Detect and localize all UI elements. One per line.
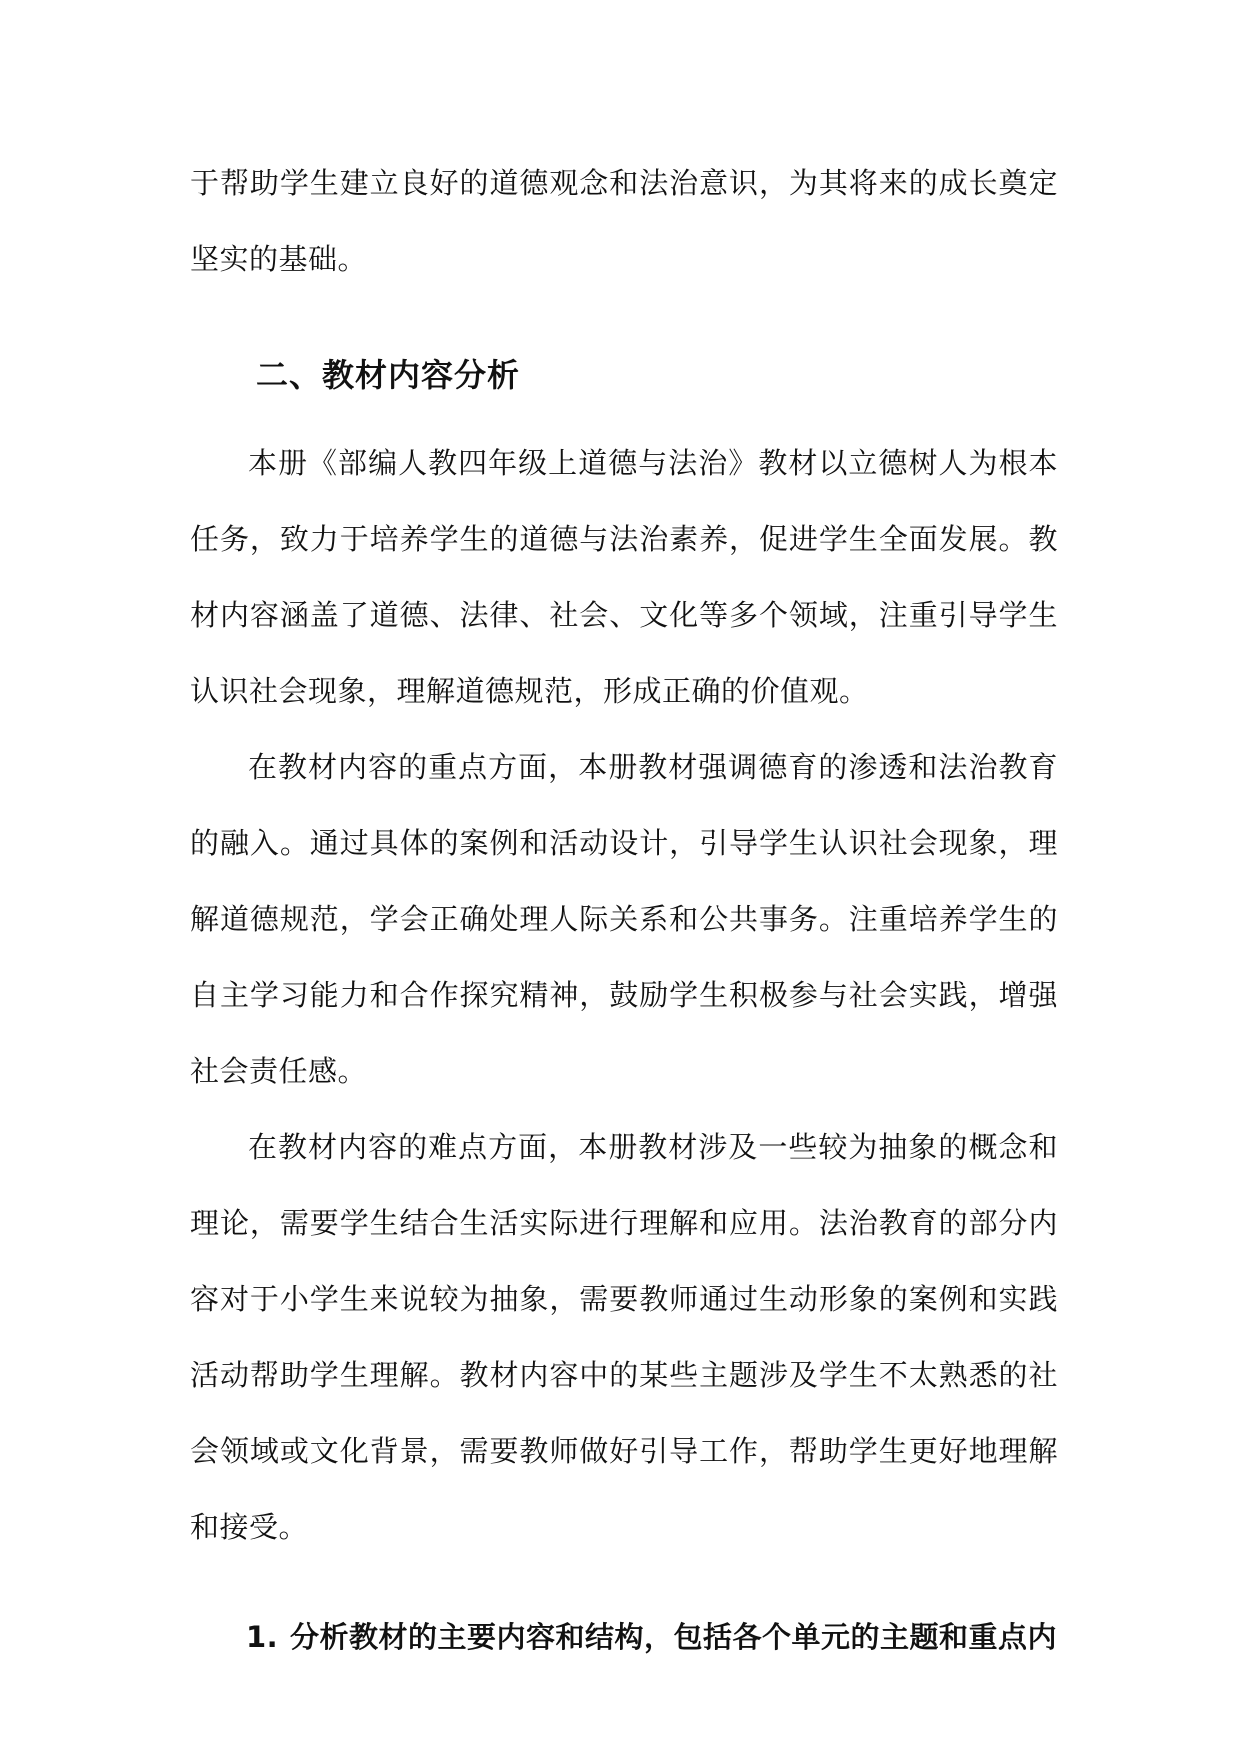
list-item bbox=[190, 1599, 1058, 1675]
document-body bbox=[190, 145, 1058, 1675]
list-item-number: 1. bbox=[246, 1620, 279, 1654]
section-heading: 二、教材内容分析 bbox=[256, 356, 521, 394]
paragraph-textbook-overview: 本册《部编人教四年级上道德与法治》教材以立德树人为根本任务，致力于培养学生的道德与法治素养，促进学生全面发展。教材内容涵盖了道德、法律、社会、文化等多个领域，注重引导学生认识社会现象，理解道德规范，形成正确的价值观。 bbox=[190, 446, 1058, 708]
paragraph-difficult-points: 在教材内容的难点方面，本册教材涉及一些较为抽象的概念和理论，需要学生结合生活实际进行理解和应用。法治教育的部分内容对于小学生来说较为抽象，需要教师通过生动形象的案例和实践活动帮助学生理解。教材内容中的某些主题涉及学生不太熟悉的社会领域或文化背景，需要教师做好引导工作，帮助学生更好地理解和接受。 bbox=[190, 1130, 1058, 1544]
paragraph-continuation: 于帮助学生建立良好的道德观念和法治意识，为其将来的成长奠定坚实的基础。 bbox=[190, 166, 1058, 276]
paragraph-key-points: 在教材内容的重点方面，本册教材强调德育的渗透和法治教育的融入。通过具体的案例和活动设计，引导学生认识社会现象，理解道德规范，学会正确处理人际关系和公共事务。注重培养学生的自主学习能力和合作探究精神，鼓励学生积极参与社会实践，增强社会责任感。 bbox=[190, 750, 1058, 1088]
list-item-text: 分析教材的主要内容和结构，包括各个单元的主题和重点内 bbox=[290, 1620, 1058, 1654]
